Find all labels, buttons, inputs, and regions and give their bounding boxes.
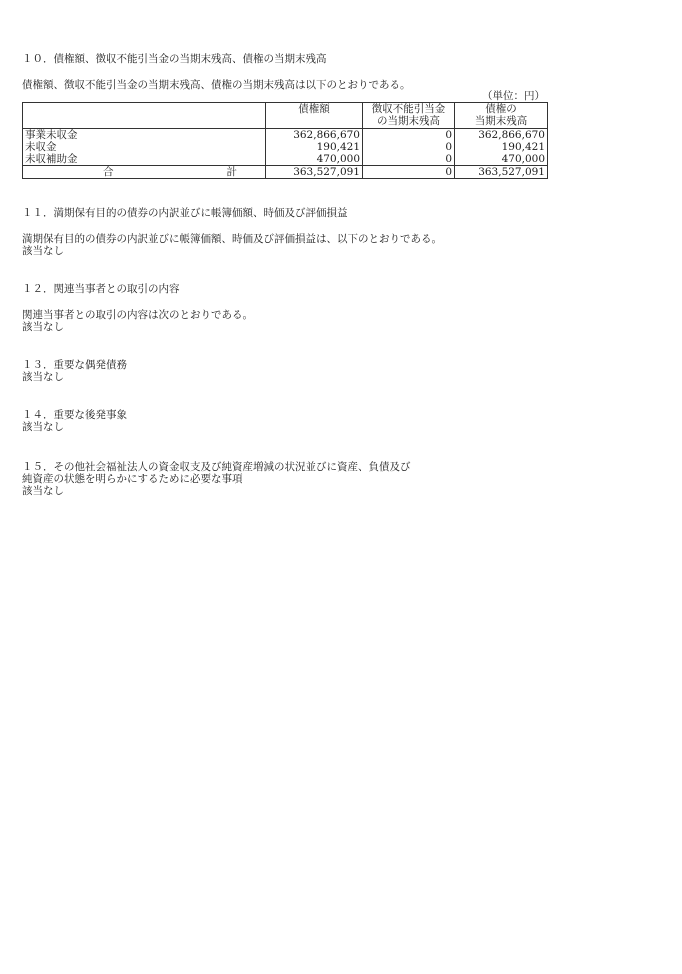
unit-label: （単位：円） — [482, 90, 545, 102]
row-allowance: 0 — [363, 129, 455, 142]
row-label: 未収補助金 — [23, 153, 266, 166]
section-11-body: 満期保有目的の債券の内訳並びに帳簿価額、時価及び評価損益は、以下のとおりである。 — [22, 233, 442, 245]
row-claim: 470,000 — [266, 153, 363, 166]
row-allowance: 0 — [363, 141, 455, 153]
row-balance: 470,000 — [455, 153, 548, 166]
section-15-heading-line1: １５．その他社会福祉法人の資金収支及び純資産増減の状況並びに資産、負債及び — [22, 461, 411, 473]
section-12-body: 関連当事者との取引の内容は次のとおりである。 — [22, 309, 253, 321]
total-allowance: 0 — [363, 166, 455, 179]
section-14-heading: １４．重要な後発事象 — [22, 409, 127, 421]
section-12-heading: １２．関連当事者との取引の内容 — [22, 283, 180, 295]
table-row — [23, 129, 548, 142]
section-11-heading: １１．満期保有目的の債券の内訳並びに帳簿価額、時価及び評価損益 — [22, 207, 348, 219]
row-balance: 362,866,670 — [455, 129, 548, 142]
section-10-intro: 債権額、徴収不能引当金の当期末残高、債権の当期末残高は以下のとおりである。 — [22, 79, 411, 91]
section-14-note: 該当なし — [22, 421, 64, 433]
header-label-cell — [23, 103, 266, 129]
table-row — [23, 141, 548, 153]
row-label: 未収金 — [23, 141, 266, 153]
table-total-row — [23, 166, 548, 179]
section-12-note: 該当なし — [22, 321, 64, 333]
row-claim: 190,421 — [266, 141, 363, 153]
row-balance: 190,421 — [455, 141, 548, 153]
table-row — [23, 153, 548, 166]
total-claim: 363,527,091 — [266, 166, 363, 179]
section-13-note: 該当なし — [22, 371, 64, 383]
header-allowance: 徴収不能引当金 の当期末残高 — [363, 103, 455, 129]
row-allowance: 0 — [363, 153, 455, 166]
section-13-heading: １３．重要な偶発債務 — [22, 359, 127, 371]
total-balance: 363,527,091 — [455, 166, 548, 179]
row-label: 事業未収金 — [23, 129, 266, 142]
total-label: 合 計 — [23, 166, 266, 179]
section-11-note: 該当なし — [22, 245, 64, 257]
section-15-heading-line2: 純資産の状態を明らかにするために必要な事項 — [22, 473, 243, 485]
header-balance: 債権の 当期末残高 — [455, 103, 548, 129]
receivables-table — [22, 102, 548, 179]
section-15-note: 該当なし — [22, 485, 64, 497]
table-header-row — [23, 103, 548, 129]
row-claim: 362,866,670 — [266, 129, 363, 142]
section-10-heading: １０．債権額、徴収不能引当金の当期末残高、債権の当期末残高 — [22, 53, 327, 65]
header-claim-amount: 債権額 — [266, 103, 363, 129]
